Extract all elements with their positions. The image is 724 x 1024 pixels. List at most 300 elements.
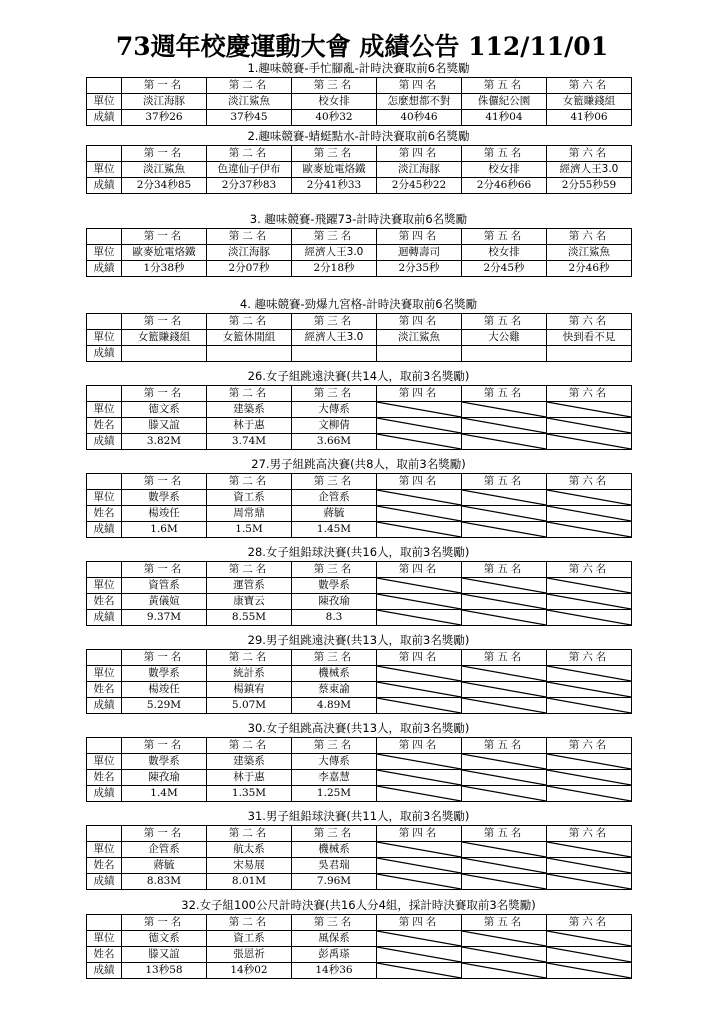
result-cell: 8.55M [207,610,292,626]
result-cell: 4.89M [292,698,377,714]
result-cell: 大公雞 [462,330,547,346]
header-row [87,314,632,330]
row-label: 單位 [87,402,122,418]
empty-cell [462,594,547,610]
table-row [87,506,632,522]
result-cell: 2分46秒66 [462,178,547,194]
empty-slash [547,490,631,505]
rank-header: 第一名 [122,915,207,931]
rank-header: 第四名 [377,562,462,578]
result-cell: 1分38秒 [122,261,207,277]
rank-header: 第三名 [292,78,377,94]
result-cell: 資管系 [122,578,207,594]
empty-slash [547,594,631,609]
event-title: 31.男子組鉛球決賽(共11人，取前3名獎勵) [247,809,470,823]
empty-cell [377,682,462,698]
empty-slash [377,666,461,681]
rank-header: 第二名 [207,562,292,578]
result-cell: 機械系 [292,666,377,682]
table-row [87,346,632,362]
empty-cell [462,770,547,786]
result-cell [462,346,547,362]
result-cell: 歐麥尬電烙鐵 [292,162,377,178]
empty-cell [377,698,462,714]
empty-slash [547,770,631,785]
result-cell [122,346,207,362]
empty-slash [377,698,461,713]
result-cell: 機械系 [292,842,377,858]
result-cell: 2分35秒 [377,261,462,277]
event-title: 4. 趣味競賽-勁爆九宮格-計時決賽取前6名獎勵 [239,297,478,311]
rank-header: 第三名 [292,738,377,754]
empty-slash [377,522,461,537]
result-cell: 色違仙子伊布 [207,162,292,178]
empty-cell [462,490,547,506]
empty-cell [462,842,547,858]
result-cell: 5.07M [207,698,292,714]
results-table [86,914,632,979]
empty-cell [377,506,462,522]
empty-slash [462,947,546,962]
rank-header: 第一名 [122,826,207,842]
empty-cell [462,506,547,522]
empty-cell [377,490,462,506]
empty-cell [377,963,462,979]
corner-cell [87,826,122,842]
table-row [87,770,632,786]
empty-cell [377,610,462,626]
header-row [87,650,632,666]
row-label: 成績 [87,963,122,979]
result-cell: 1.25M [292,786,377,802]
rank-header: 第四名 [377,386,462,402]
table-row [87,682,632,698]
result-cell: 淡江鯊魚 [207,94,292,110]
result-cell: 2分55秒59 [547,178,632,194]
empty-cell [462,698,547,714]
empty-slash [547,682,631,697]
results-table [86,825,632,890]
result-cell: 2分18秒 [292,261,377,277]
empty-slash [547,418,631,433]
results-table [86,561,632,626]
rank-header: 第二名 [207,229,292,245]
header-row [87,474,632,490]
rank-header: 第四名 [377,650,462,666]
result-cell: 周常鼎 [207,506,292,522]
result-cell: 德文系 [122,402,207,418]
rank-header: 第五名 [462,562,547,578]
empty-cell [462,666,547,682]
header-row [87,738,632,754]
empty-slash [462,506,546,521]
corner-cell [87,474,122,490]
result-cell: 大傳系 [292,402,377,418]
event-title: 30.女子組跳高決賽(共13人，取前3名獎勵) [247,721,470,735]
result-cell: 企管系 [122,842,207,858]
result-cell: 1.4M [122,786,207,802]
empty-slash [547,754,631,769]
page-title: 73週年校慶運動大會 成績公告 112/11/01 [115,32,609,61]
row-label: 姓名 [87,506,122,522]
table-row [87,402,632,418]
row-label: 成績 [87,110,122,126]
empty-cell [462,682,547,698]
empty-slash [377,842,461,857]
table-row [87,610,632,626]
event-section [86,368,631,450]
result-cell: 陳孜瑜 [122,770,207,786]
row-label: 單位 [87,245,122,261]
empty-slash [547,947,631,962]
result-cell: 數學系 [292,578,377,594]
empty-cell [547,682,632,698]
empty-cell [462,578,547,594]
rank-header: 第六名 [547,386,632,402]
empty-slash [462,698,546,713]
empty-cell [547,963,632,979]
empty-slash [377,578,461,593]
empty-slash [547,402,631,417]
rank-header: 第一名 [122,229,207,245]
result-cell: 2分07秒 [207,261,292,277]
corner-cell [87,738,122,754]
empty-slash [462,931,546,946]
rank-header: 第三名 [292,229,377,245]
rank-header: 第四名 [377,314,462,330]
row-label: 成績 [87,874,122,890]
empty-slash [547,578,631,593]
result-cell: 宋易展 [207,858,292,874]
table-row [87,666,632,682]
result-cell: 13秒58 [122,963,207,979]
empty-slash [377,947,461,962]
table-row [87,786,632,802]
empty-slash [377,770,461,785]
result-cell: 8.83M [122,874,207,890]
table-row [87,522,632,538]
result-cell: 37秒45 [207,110,292,126]
result-cell: 建築系 [207,754,292,770]
empty-cell [377,947,462,963]
result-cell: 41秒04 [462,110,547,126]
corner-cell [87,229,122,245]
corner-cell [87,562,122,578]
rank-header: 第五名 [462,146,547,162]
empty-cell [547,610,632,626]
row-label: 姓名 [87,858,122,874]
empty-cell [377,786,462,802]
rank-header: 第四名 [377,474,462,490]
rank-header: 第六名 [547,915,632,931]
rank-header: 第六名 [547,314,632,330]
results-table [86,737,632,802]
result-cell: 校女排 [292,94,377,110]
empty-cell [547,698,632,714]
empty-slash [547,666,631,681]
empty-cell [547,754,632,770]
empty-cell [377,418,462,434]
empty-cell [377,578,462,594]
empty-cell [547,506,632,522]
header-row [87,826,632,842]
results-table [86,228,632,277]
result-cell: 蔡東諭 [292,682,377,698]
rank-header: 第二名 [207,474,292,490]
row-label: 成績 [87,610,122,626]
empty-slash [377,754,461,769]
empty-slash [547,842,631,857]
empty-slash [462,770,546,785]
event-title: 2.趣味競賽-蜻蜓點水-計時決賽取前6名獎勵 [247,129,470,143]
result-cell: 張恩祈 [207,947,292,963]
corner-cell [87,314,122,330]
empty-cell [547,947,632,963]
empty-slash [377,434,461,449]
empty-slash [462,754,546,769]
rank-header: 第五名 [462,826,547,842]
empty-cell [547,418,632,434]
row-label: 成績 [87,346,122,362]
empty-slash [377,418,461,433]
empty-cell [547,842,632,858]
result-cell: 37秒26 [122,110,207,126]
event-title: 29.男子組跳遠決賽(共13人，取前3名獎勵) [247,633,470,647]
result-cell: 7.96M [292,874,377,890]
empty-cell [377,434,462,450]
empty-cell [462,522,547,538]
event-section [86,456,631,538]
header-row [87,386,632,402]
empty-slash [547,858,631,873]
table-row [87,434,632,450]
empty-cell [377,522,462,538]
row-label: 姓名 [87,682,122,698]
empty-cell [462,402,547,418]
result-cell: 8.01M [207,874,292,890]
result-cell: 風保系 [292,931,377,947]
empty-cell [377,874,462,890]
result-cell: 蔣毓 [122,858,207,874]
empty-slash [377,594,461,609]
result-cell: 40秒46 [377,110,462,126]
rank-header: 第二名 [207,650,292,666]
result-cell: 女籃賺錢組 [122,330,207,346]
result-cell: 14秒36 [292,963,377,979]
event-title: 1.趣味競賽-手忙腳亂-計時決賽取前6名獎勵 [247,61,470,75]
rank-header: 第三名 [292,146,377,162]
result-cell: 建築系 [207,402,292,418]
empty-cell [547,490,632,506]
result-cell: 侏儸紀公園 [462,94,547,110]
result-cell: 41秒06 [547,110,632,126]
empty-slash [462,858,546,873]
result-cell: 1.6M [122,522,207,538]
rank-header: 第六名 [547,826,632,842]
rank-header: 第一名 [122,78,207,94]
table-row [87,931,632,947]
empty-slash [547,963,631,978]
empty-slash [377,963,461,978]
empty-cell [462,858,547,874]
empty-slash [462,786,546,801]
row-label: 姓名 [87,594,122,610]
result-cell: 文柳倩 [292,418,377,434]
table-row [87,578,632,594]
empty-cell [462,434,547,450]
result-cell: 1.45M [292,522,377,538]
event-section [86,296,631,362]
empty-slash [547,931,631,946]
rank-header: 第四名 [377,78,462,94]
empty-slash [462,610,546,625]
empty-slash [462,490,546,505]
result-cell: 德文系 [122,931,207,947]
row-label: 成績 [87,178,122,194]
result-cell: 航太系 [207,842,292,858]
row-label: 姓名 [87,947,122,963]
result-cell [547,346,632,362]
event-title: 26.女子組跳遠決賽(共14人，取前3名獎勵) [247,369,470,383]
empty-slash [377,874,461,889]
result-cell: 2分41秒33 [292,178,377,194]
corner-cell [87,146,122,162]
result-cell: 2分37秒83 [207,178,292,194]
corner-cell [87,915,122,931]
rank-header: 第二名 [207,826,292,842]
event-section [86,544,631,626]
row-label: 單位 [87,330,122,346]
result-cell: 陳孜瑜 [292,594,377,610]
rank-header: 第五名 [462,386,547,402]
result-cell: 經濟人王3.0 [292,330,377,346]
row-label: 成績 [87,698,122,714]
results-table [86,385,632,450]
rank-header: 第三名 [292,314,377,330]
row-label: 姓名 [87,770,122,786]
empty-cell [462,418,547,434]
empty-cell [377,842,462,858]
event-section [86,897,631,979]
result-cell: 李嘉慧 [292,770,377,786]
empty-slash [462,594,546,609]
result-cell: 9.37M [122,610,207,626]
result-cell: 經濟人王3.0 [547,162,632,178]
header-row [87,146,632,162]
empty-slash [547,434,631,449]
event-title: 27.男子組跳高決賽(共8人，取前3名獎勵) [251,457,466,471]
table-row [87,418,632,434]
result-cell: 林于惠 [207,770,292,786]
empty-cell [462,610,547,626]
empty-cell [462,874,547,890]
result-cell: 淡江鯊魚 [377,330,462,346]
rank-header: 第五名 [462,474,547,490]
rank-header: 第二名 [207,78,292,94]
empty-cell [462,754,547,770]
empty-slash [377,610,461,625]
result-cell: 3.82M [122,434,207,450]
empty-cell [547,874,632,890]
result-cell: 吳君瑞 [292,858,377,874]
row-label: 成績 [87,434,122,450]
result-cell: 女籃休閒組 [207,330,292,346]
event-title: 3. 趣味競賽-飛躍73-計時決賽取前6名獎勵 [249,212,468,226]
result-cell: 黃儀媗 [122,594,207,610]
event-section [86,720,631,802]
row-label: 單位 [87,490,122,506]
empty-slash [377,402,461,417]
result-cell: 1.5M [207,522,292,538]
event-section [86,211,631,277]
rank-header: 第二名 [207,915,292,931]
rank-header: 第五名 [462,738,547,754]
rank-header: 第六名 [547,738,632,754]
empty-cell [547,402,632,418]
result-cell: 迴轉壽司 [377,245,462,261]
result-cell: 3.66M [292,434,377,450]
empty-cell [547,858,632,874]
empty-slash [377,786,461,801]
empty-slash [547,786,631,801]
rank-header: 第五名 [462,314,547,330]
result-cell: 淡江海豚 [122,94,207,110]
rank-header: 第六名 [547,146,632,162]
result-cell: 數學系 [122,490,207,506]
empty-slash [377,682,461,697]
row-label: 單位 [87,842,122,858]
rank-header: 第一名 [122,314,207,330]
empty-cell [547,594,632,610]
rank-header: 第一名 [122,474,207,490]
event-section [86,632,631,714]
empty-cell [377,594,462,610]
empty-cell [377,666,462,682]
result-cell: 數學系 [122,666,207,682]
empty-cell [462,931,547,947]
table-row [87,261,632,277]
rank-header: 第一名 [122,386,207,402]
event-title: 32.女子組100公尺計時決賽(共16人分4組，採計時決賽取前3名獎勵) [181,898,536,912]
rank-header: 第四名 [377,826,462,842]
corner-cell [87,650,122,666]
empty-cell [377,858,462,874]
result-cell [377,346,462,362]
empty-cell [547,770,632,786]
table-row [87,842,632,858]
table-row [87,594,632,610]
result-cell: 5.29M [122,698,207,714]
result-cell: 滕又誼 [122,418,207,434]
rank-header: 第四名 [377,229,462,245]
empty-slash [462,682,546,697]
result-cell: 淡江鯊魚 [122,162,207,178]
row-label: 單位 [87,666,122,682]
row-label: 成績 [87,786,122,802]
results-table [86,313,632,362]
header-row [87,562,632,578]
header-row [87,78,632,94]
rank-header: 第六名 [547,78,632,94]
event-title: 28.女子組鉛球決賽(共16人，取前3名獎勵) [247,545,470,559]
result-cell: 滕又誼 [122,947,207,963]
rank-header: 第三名 [292,474,377,490]
table-row [87,162,632,178]
empty-cell [547,522,632,538]
results-table [86,145,632,194]
results-table [86,649,632,714]
empty-slash [547,610,631,625]
